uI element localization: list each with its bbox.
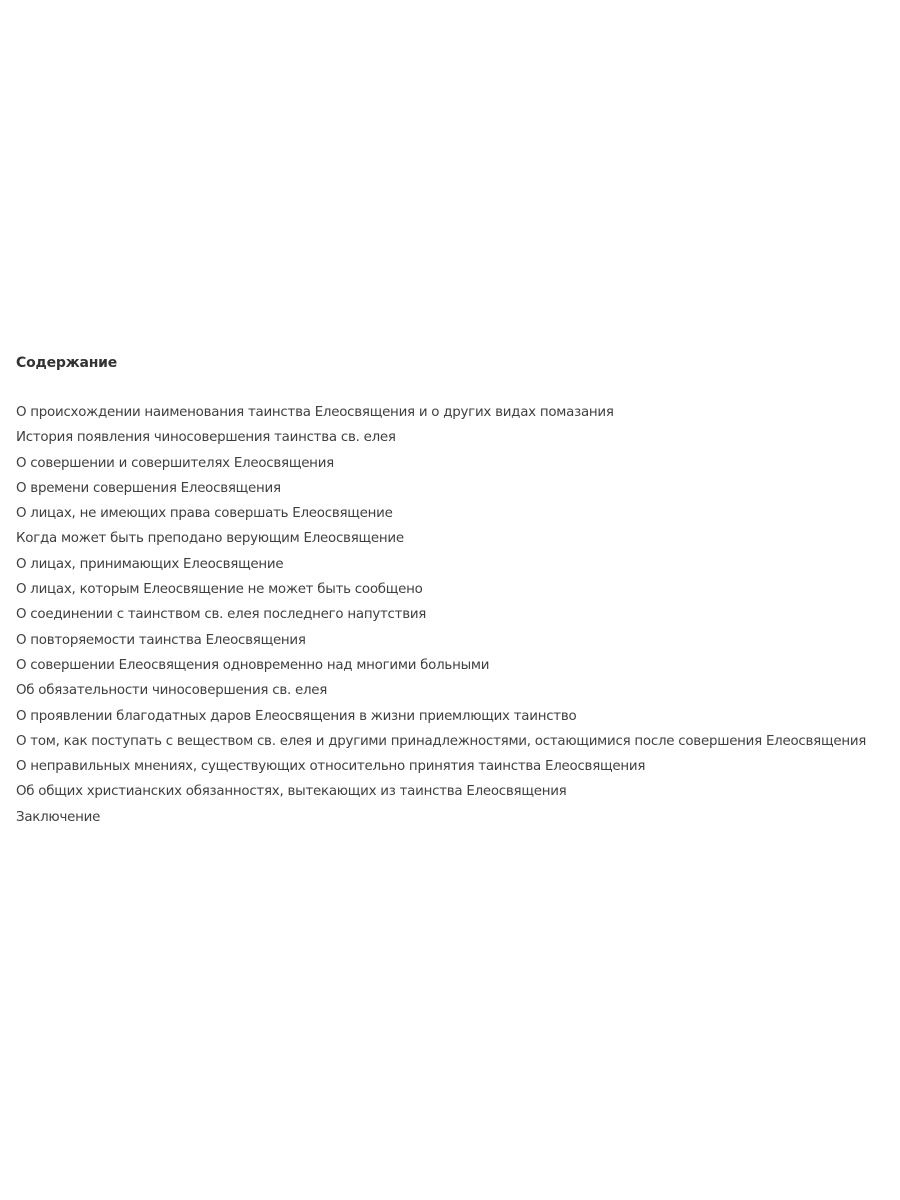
toc-item[interactable]: Когда может быть преподано верующим Елеосвящение <box>16 531 404 547</box>
toc-item[interactable]: О совершении Елеосвящения одновременно над многими больными <box>16 657 490 673</box>
toc-item[interactable]: О совершении и совершителях Елеосвящения <box>16 455 334 471</box>
toc-item[interactable]: О неправильных мнениях, существующих относительно принятия таинства Елеосвящения <box>16 759 646 775</box>
toc-item[interactable]: О происхождении наименования таинства Елеосвящения и о других видах помазания <box>16 405 614 420</box>
toc-list <box>16 400 892 830</box>
toc-item[interactable]: Об общих христианских обязанностях, вытекающих из таинства Елеосвящения <box>16 784 567 800</box>
toc-item[interactable]: О лицах, которым Елеосвящение не может быть сообщено <box>16 582 423 598</box>
toc-item[interactable]: О лицах, не имеющих права совершать Елеосвящение <box>16 506 393 522</box>
toc-item[interactable]: О том, как поступать с веществом св. елея и другими принадлежностями, остающимися после совершения Елеосвящения <box>16 733 867 749</box>
toc-item[interactable]: О повторяемости таинства Елеосвящения <box>16 632 306 648</box>
toc-item[interactable]: О соединении с таинством св. елея последнего напутствия <box>16 607 427 623</box>
toc-title: Содержание <box>16 355 118 371</box>
toc-item[interactable]: Об обязательности чиносовершения св. елея <box>16 683 328 699</box>
toc-item[interactable]: О времени совершения Елеосвящения <box>16 480 281 496</box>
toc-item[interactable]: О лицах, принимающих Елеосвящение <box>16 556 284 572</box>
toc-item[interactable]: О проявлении благодатных даров Елеосвящения в жизни приемлющих таинство <box>16 708 577 724</box>
toc-item[interactable]: Заключение <box>16 809 101 825</box>
toc-item[interactable]: История появления чиносовершения таинства св. елея <box>16 430 396 446</box>
table-of-contents <box>16 352 892 830</box>
